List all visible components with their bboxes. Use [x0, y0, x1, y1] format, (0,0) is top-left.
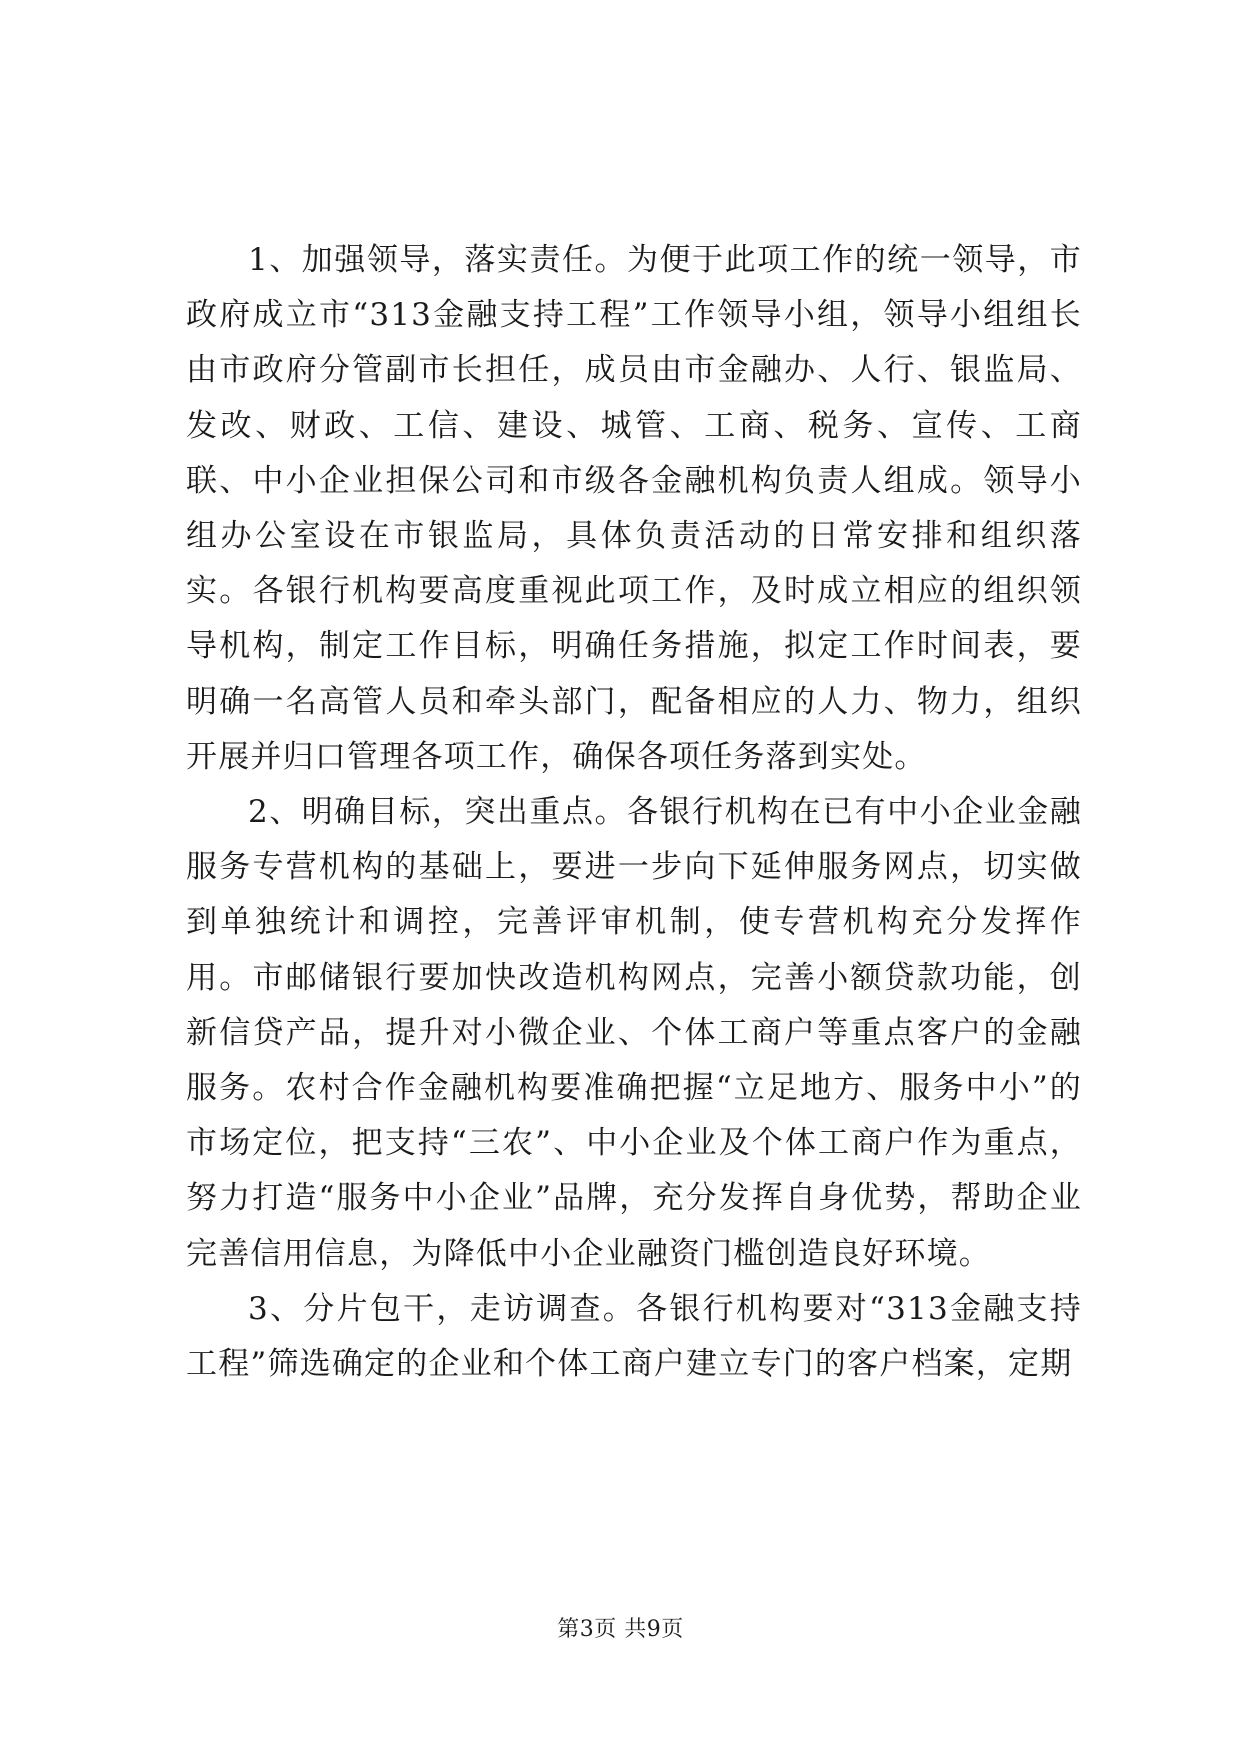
paragraph-1: 1、加强领导，落实责任。为便于此项工作的统一领导，市政府成立市“313金融支持工程”工作领导小组，领导小组组长由市政府分管副市长担任，成员由市金融办、人行、银监局、发改、财政、工信、建设、城管、工商、税务、宣传、工商联、中小企业担保公司和市级各金融机构负责人组成。领导小组办公室设在市银监局，具体负责活动的日常安排和组织落实。各银行机构要高度重视此项工作，及时成立相应的组织领导机构，制定工作目标，明确任务措施，拟定工作时间表，要明确一名高管人员和牵头部门，配备相应的人力、物力，组织开展并归口管理各项工作，确保各项任务落到实处。 [186, 242, 1082, 775]
paragraph-3: 3、分片包干，走访调查。各银行机构要对“313金融支持工程”筛选确定的企业和个体工商户建立专门的客户档案，定期 [186, 1290, 1082, 1383]
page-number-footer: 第3页 共9页 [557, 1617, 684, 1642]
document-body [186, 233, 1082, 1392]
paragraph-2: 2、明确目标，突出重点。各银行机构在已有中小企业金融服务专营机构的基础上，要进一步向下延伸服务网点，切实做到单独统计和调控，完善评审机制，使专营机构充分发挥作用。市邮储银行要加快改造机构网点，完善小额贷款功能，创新信贷产品，提升对小微企业、个体工商户等重点客户的金融服务。农村合作金融机构要准确把握“立足地方、服务中小”的市场定位，把支持“三农”、中小企业及个体工商户作为重点，努力打造“服务中小企业”品牌，充分发挥自身优势，帮助企业完善信用信息，为降低中小企业融资门槛创造良好环境。 [186, 794, 1082, 1272]
